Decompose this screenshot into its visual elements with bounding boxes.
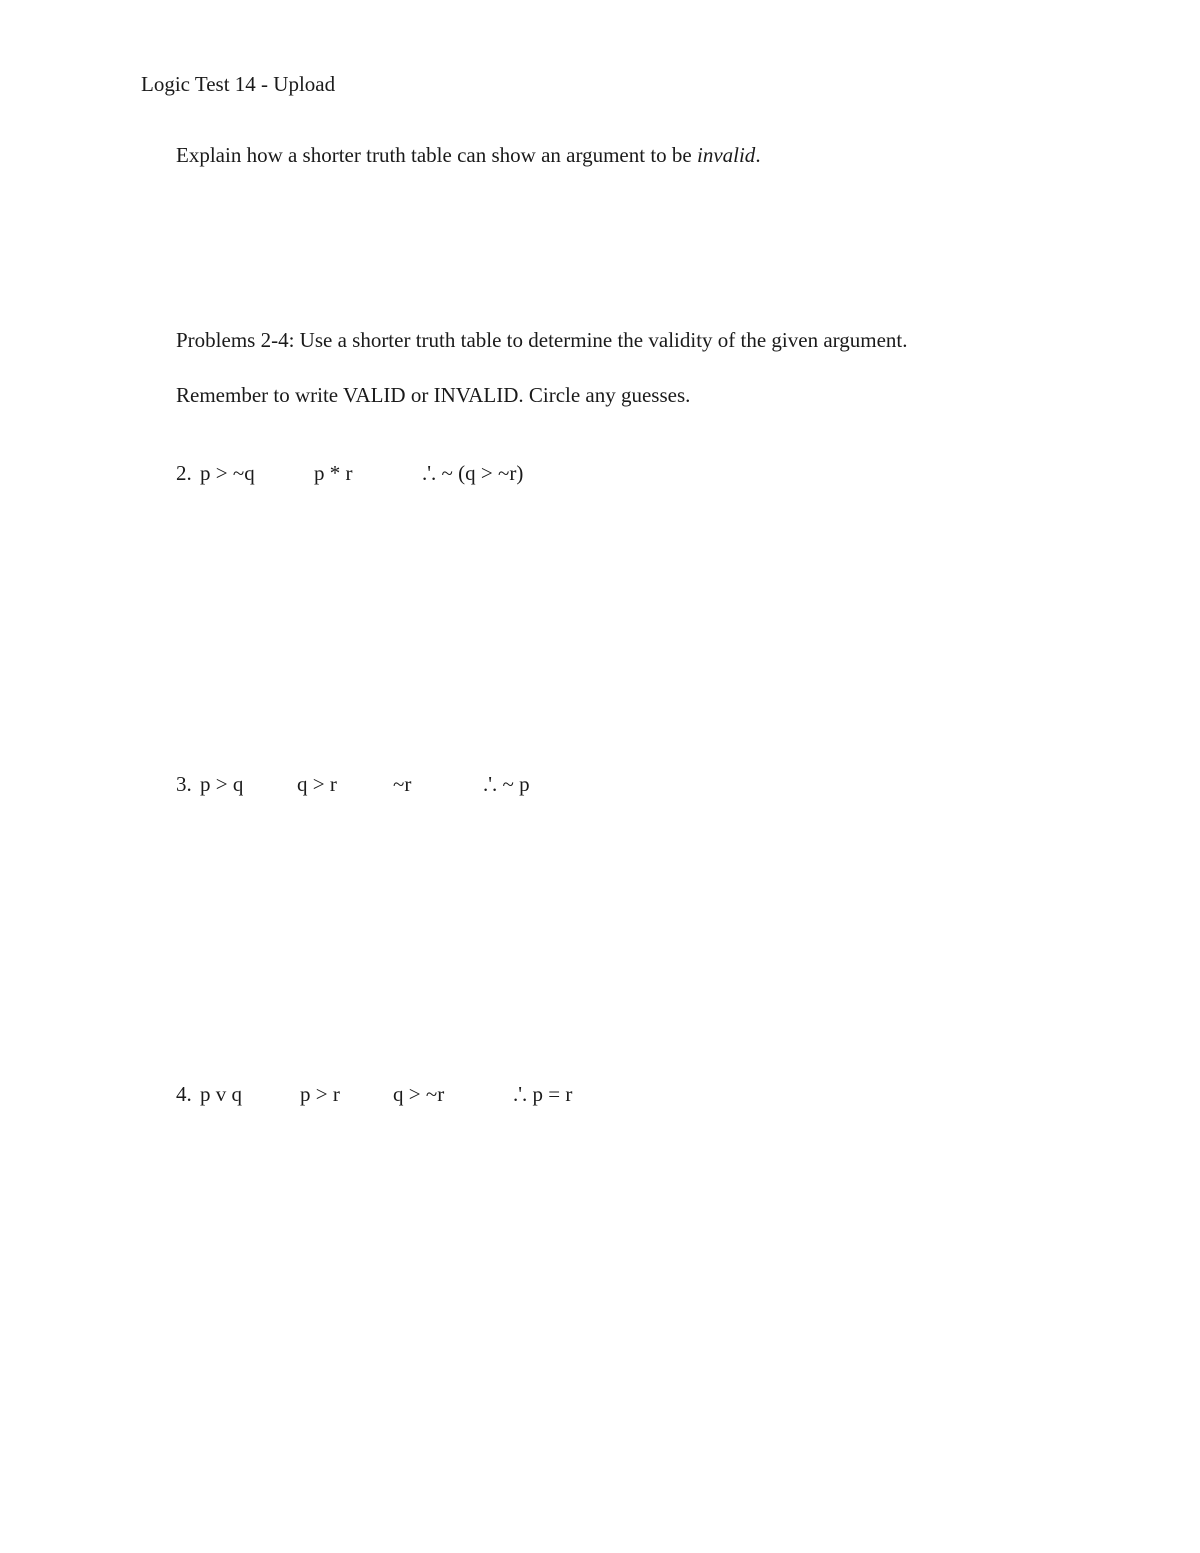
- premise: p * r: [314, 461, 353, 485]
- conclusion: .'. ~ p: [483, 772, 530, 796]
- instructions-line-1: Problems 2-4: Use a shorter truth table to determine the validity of the given argument.: [176, 328, 908, 352]
- premise: ~r: [393, 772, 412, 796]
- page-title: Logic Test 14 - Upload: [141, 72, 336, 96]
- premise: p > q: [200, 772, 244, 796]
- problem-number: 2.: [176, 461, 192, 485]
- question-1: [176, 143, 761, 168]
- premise: q > ~r: [393, 1082, 445, 1106]
- premise: p > r: [300, 1082, 340, 1106]
- question-1-text: Explain how a shorter truth table can show an argument to be: [176, 143, 697, 167]
- problem-number: 3.: [176, 772, 192, 796]
- premise: p > ~q: [200, 461, 255, 485]
- premise: q > r: [297, 772, 337, 796]
- problem-2: [176, 461, 776, 487]
- conclusion: .'. ~ (q > ~r): [422, 461, 524, 485]
- instructions-line-2: Remember to write VALID or INVALID. Circle any guesses.: [176, 383, 691, 407]
- problem-4: [176, 1082, 776, 1108]
- question-1-emphasis: invalid: [696, 143, 756, 167]
- premise: p v q: [200, 1082, 242, 1106]
- problem-3: [176, 772, 776, 798]
- problem-number: 4.: [176, 1082, 192, 1106]
- conclusion: .'. p = r: [513, 1082, 573, 1106]
- question-1-punctuation: .: [755, 143, 761, 167]
